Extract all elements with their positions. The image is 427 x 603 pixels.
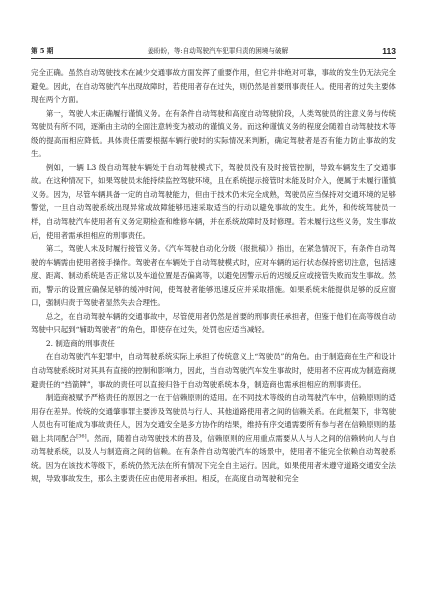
paragraph-text: 。然而，随着自动驾驶技术的普及，信赖原则的应用重点需要从人与人之间的信赖转向人与自动驾驶系统，以及人与制造商之间的信赖。在有条件自动驾驶汽车的场景中，使用者不能完全依赖自动驾驶系统。因为在该技术等级下，系统仍然无法在所有情况下完全自主运行。因此，如果使用者未遵守道路交通安全法规，导致事故发生，那么主要责任应由使用者承担。相反，在高度自动驾驶和完全	[31, 433, 397, 484]
running-title: 姜盼盼，等:自动驾驶汽车犯罪归责的困境与破解	[147, 47, 289, 55]
issue-label: 第 5 期	[31, 47, 54, 55]
paragraph: 第二，驾驶人未及时履行接管义务。《汽车驾驶自动化分级（报批稿）》指出，在紧急情况下，有条件自动驾驶的车辆需由使用者接手操作。驾驶者在车辆处于自动驾驶模式时，应对车辆的运行状态保持密切注意，包括速度、距离、制动系统是否正常以及车道位置是否偏离等，以避免因警示后的迟缓反应或接管失败而发生事故。然而，警示的设置应确保足够的缓冲时间，使驾驶者能够迅速反应并采取措施。如果系统未能提供足够的反应窗口，强制归责于驾驶者显然失去合理性。	[31, 244, 396, 308]
section-heading: 2. 制造商的刑事责任	[45, 338, 115, 348]
paragraph: 总之，在自动驾驶车辆的交通事故中，尽管使用者仍然是首要的刑事责任承担者，但鉴于他们在高等级自动驾驶中只起到“辅助驾驶者”的角色，即使存在过失，处罚也应适当减轻。	[31, 311, 396, 335]
paragraph: 在自动驾驶汽车犯罪中，自动驾驶系统实际上承担了传统意义上“驾驶员”的角色。由于制造商在生产和设计自动驾驶系统时对其具有直接的控制和影响力，因此，当自动驾驶汽车发生事故时，使用者不应再成为制造商规避责任的“挡箭牌”，事故的责任可以直接归咎于自动驾驶系统本身，制造商也需承担相应的刑事责任。	[31, 352, 396, 389]
body-text	[31, 66, 396, 486]
paragraph: 完全正确。虽然自动驾驶技术在减少交通事故方面发挥了重要作用，但它并非绝对可靠，事故的发生仍无法完全避免。因此，在自动驾驶汽车出现故障时，若使用者存在过失，则仍然是首要刑事责任人。使用者的过失主要体现在两个方面。	[31, 68, 396, 105]
paragraph: 第一，驾驶人未正确履行谨慎义务。在有条件自动驾驶和高度自动驾驶阶段，人类驾驶员的注意义务与传统驾驶员有所不同，逐渐由主动的全面注意转变为被动的谨慎义务。而这种谨慎义务的程度会随着自动驾驶技术等级的提高而相应降低。具体责任需要根据车辆行驶时的实际情况来判断，确定驾驶者是否有能力防止事故的发生。	[31, 108, 396, 159]
citation-marker: [36]	[76, 433, 87, 440]
paragraph	[31, 391, 396, 486]
paragraph-text: 制造商被赋予严格责任的原因之一在于信赖原则的适用。在不同技术等级的自动驾驶汽车中，信赖原则的适用存在差异。传统的交通肇事罪主要涉及驾驶员与行人、其他道路使用者之间的信赖关系。在此框架下，非驾驶人员也有可能成为事故责任人，因为交通安全是多方协作的结果，维持有序交通需要所有参与者在信赖原则的基础上共同配合	[31, 393, 396, 443]
page-number: 113	[382, 46, 396, 56]
paragraph: 例如，一辆 L3 级自动驾驶车辆处于自动驾驶模式下，驾驶员没有及时接管控制，导致车辆发生了交通事故。在这种情况下，如果驾驶员未能持续监控驾驶环境，且在系统提示接管时未能及时介入，便属于未履行谨慎义务。因为，尽管车辆具备一定的自动驾驶能力，但由于技术仍未完全成熟，驾驶员应当保持对交通环境的足够警觉，一旦自动驾驶系统出现异常或故障能够迅速采取适当的行动以避免事故的发生。此外，和传统驾驶员一样，自动驾驶汽车使用者有义务定期检查和维修车辆，并在系统故障时及时修理。若未履行这些义务，发生事故后，使用者需承担相应的刑事责任。	[31, 162, 396, 240]
running-header	[31, 41, 396, 59]
